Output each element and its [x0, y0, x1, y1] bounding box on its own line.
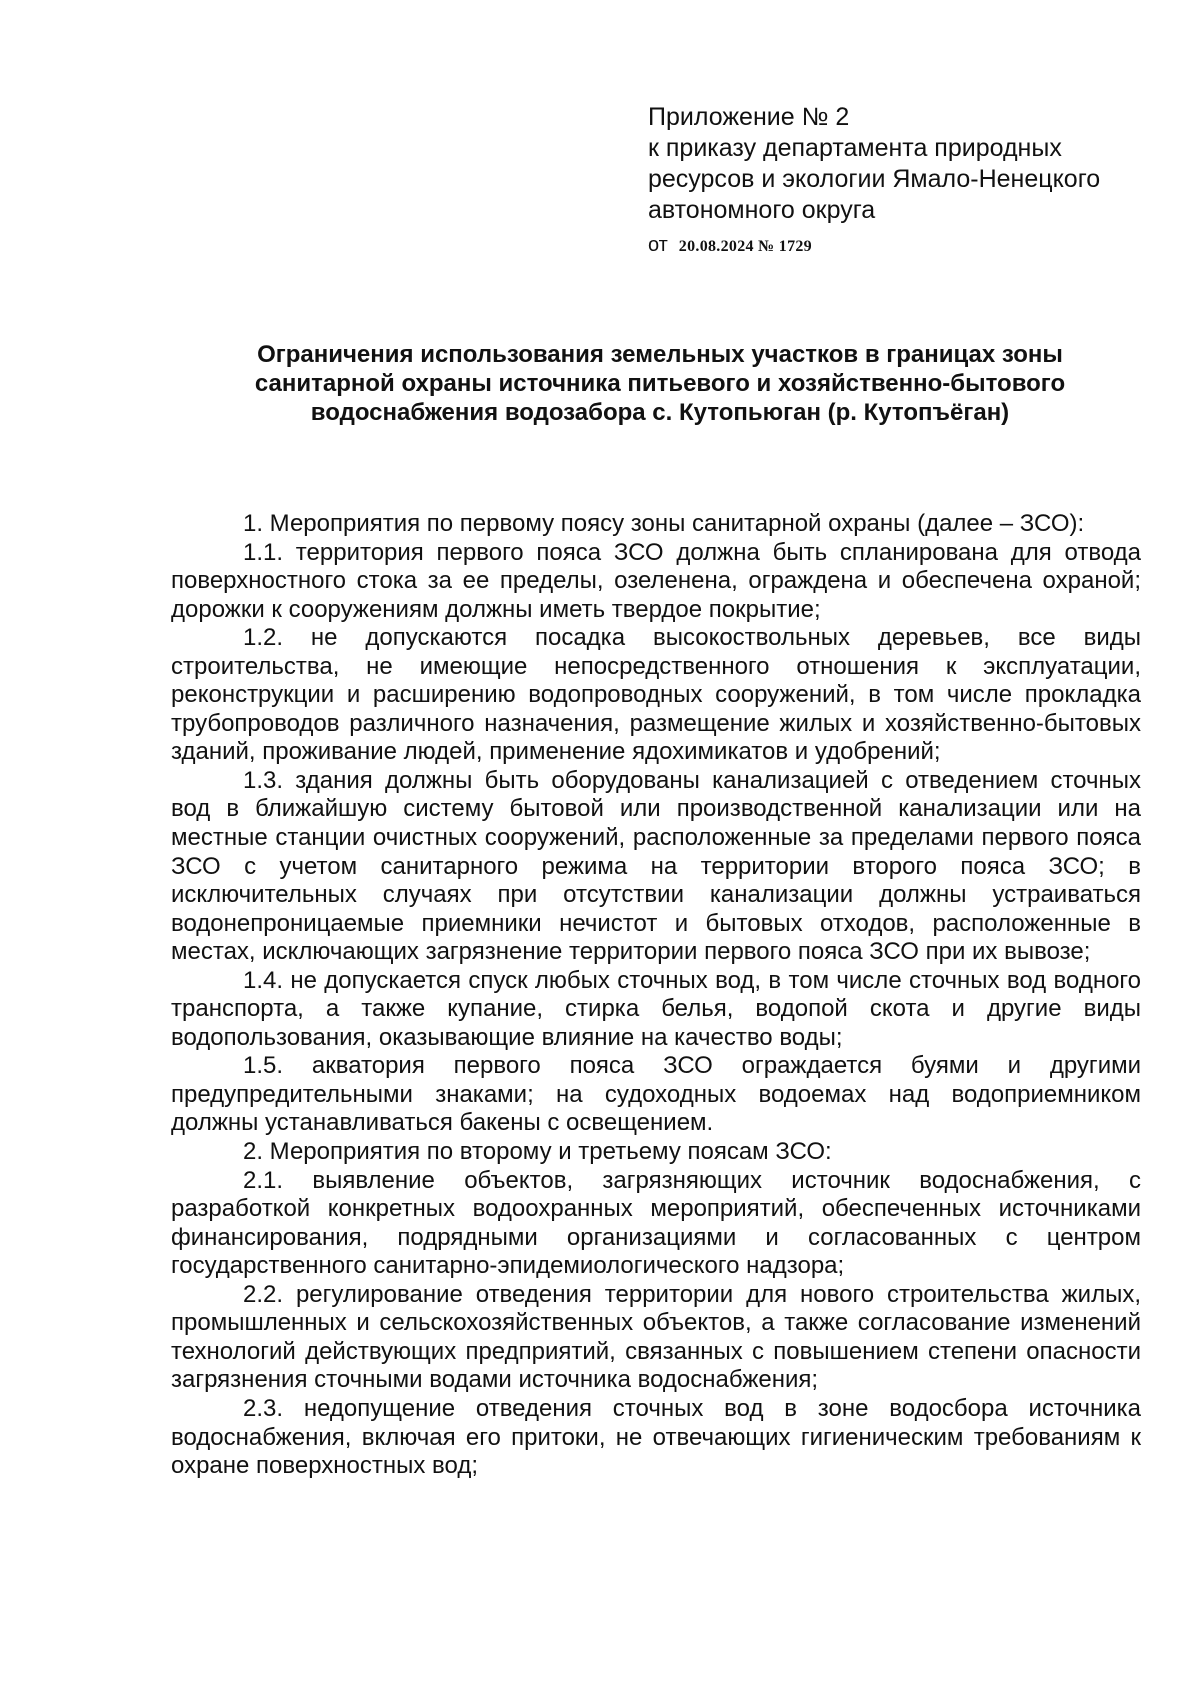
- document-title: [175, 340, 1145, 427]
- appendix-order-ref: к приказу департамента природных: [648, 134, 1062, 162]
- paragraph-2-1: 2.1. выявление объектов, загрязняющих источник водоснабжения, с разработкой конкретных водоохранных мероприятий, обеспеченных источниками финансирования, подрядными организациями и согласованных с центром государственного санитарно-эпидемиологического надзора;: [171, 1166, 1141, 1280]
- paragraph-1-3: 1.3. здания должны быть оборудованы канализацией с отведением сточных вод в ближайшую систему бытовой или производственной канализации или на местные станции очистных сооружений, расположенные за пределами первого пояса ЗСО с учетом санитарного режима на территории второго пояса ЗСО; в исключительных случаях при отсутствии канализации должны устраиваться водонепроницаемые приемники нечистот и бытовых отходов, расположенные в местах, исключающих загрязнение территории первого пояса ЗСО при их вывозе;: [171, 766, 1141, 966]
- document-body: [171, 510, 1141, 1481]
- appendix-department: ресурсов и экологии Ямало-Ненецкого: [648, 165, 1101, 193]
- title-line-1: Ограничения использования земельных участков в границах зоны: [257, 341, 1063, 368]
- paragraph-2-3: 2.3. недопущение отведения сточных вод в зоне водосбора источника водоснабжения, включая его притоки, не отвечающих гигиеническим требованиям к охране поверхностных вод;: [171, 1394, 1141, 1480]
- appendix-number: Приложение № 2: [648, 103, 850, 131]
- order-date-line: [648, 228, 1148, 262]
- title-line-3: водоснабжения водозабора с. Кутопьюган (р. Кутопъёган): [310, 399, 1010, 426]
- paragraph-1-2: 1.2. не допускаются посадка высокоствольных деревьев, все виды строительства, не имеющие непосредственного отношения к эксплуатации, реконструкции и расширению водопроводных сооружений, в том числе прокладка трубопроводов различного назначения, размещение жилых и хозяйственно-бытовых зданий, проживание людей, применение ядохимикатов и удобрений;: [171, 624, 1141, 766]
- appendix-region: автономного округа: [648, 196, 876, 224]
- paragraph-2: 2. Мероприятия по второму и третьему поясам ЗСО:: [243, 1138, 832, 1166]
- paragraph-1-5: 1.5. акватория первого пояса ЗСО ограждается буями и другими предупредительными знаками; на судоходных водоемах над водоприемником должны устанавливаться бакены с освещением.: [171, 1052, 1141, 1137]
- paragraph-1-4: 1.4. не допускается спуск любых сточных вод, в том числе сточных вод водного транспорта, а также купание, стирка белья, водопой скота и другие виды водопользования, оказывающие влияние на качество воды;: [171, 966, 1141, 1051]
- order-prefix: от: [648, 234, 668, 256]
- appendix-header: [648, 102, 1148, 262]
- paragraph-1-1: 1.1. территория первого пояса ЗСО должна быть спланирована для отвода поверхностного стока за ее пределы, озеленена, ограждена и обеспечена охраной; дорожки к сооружениям должны иметь твердое покрытие;: [171, 538, 1141, 623]
- paragraph-2-2: 2.2. регулирование отведения территории для нового строительства жилых, промышленных и сельскохозяйственных объектов, а также согласование изменений технологий действующих предприятий, связанных с повышением степени опасности загрязнения сточными водами источника водоснабжения;: [171, 1280, 1141, 1394]
- paragraph-1: 1. Мероприятия по первому поясу зоны санитарной охраны (далее – ЗСО):: [243, 510, 1085, 537]
- order-date-number: 20.08.2024 № 1729: [678, 238, 812, 255]
- title-line-2: санитарной охраны источника питьевого и хозяйственно-бытового: [254, 370, 1066, 397]
